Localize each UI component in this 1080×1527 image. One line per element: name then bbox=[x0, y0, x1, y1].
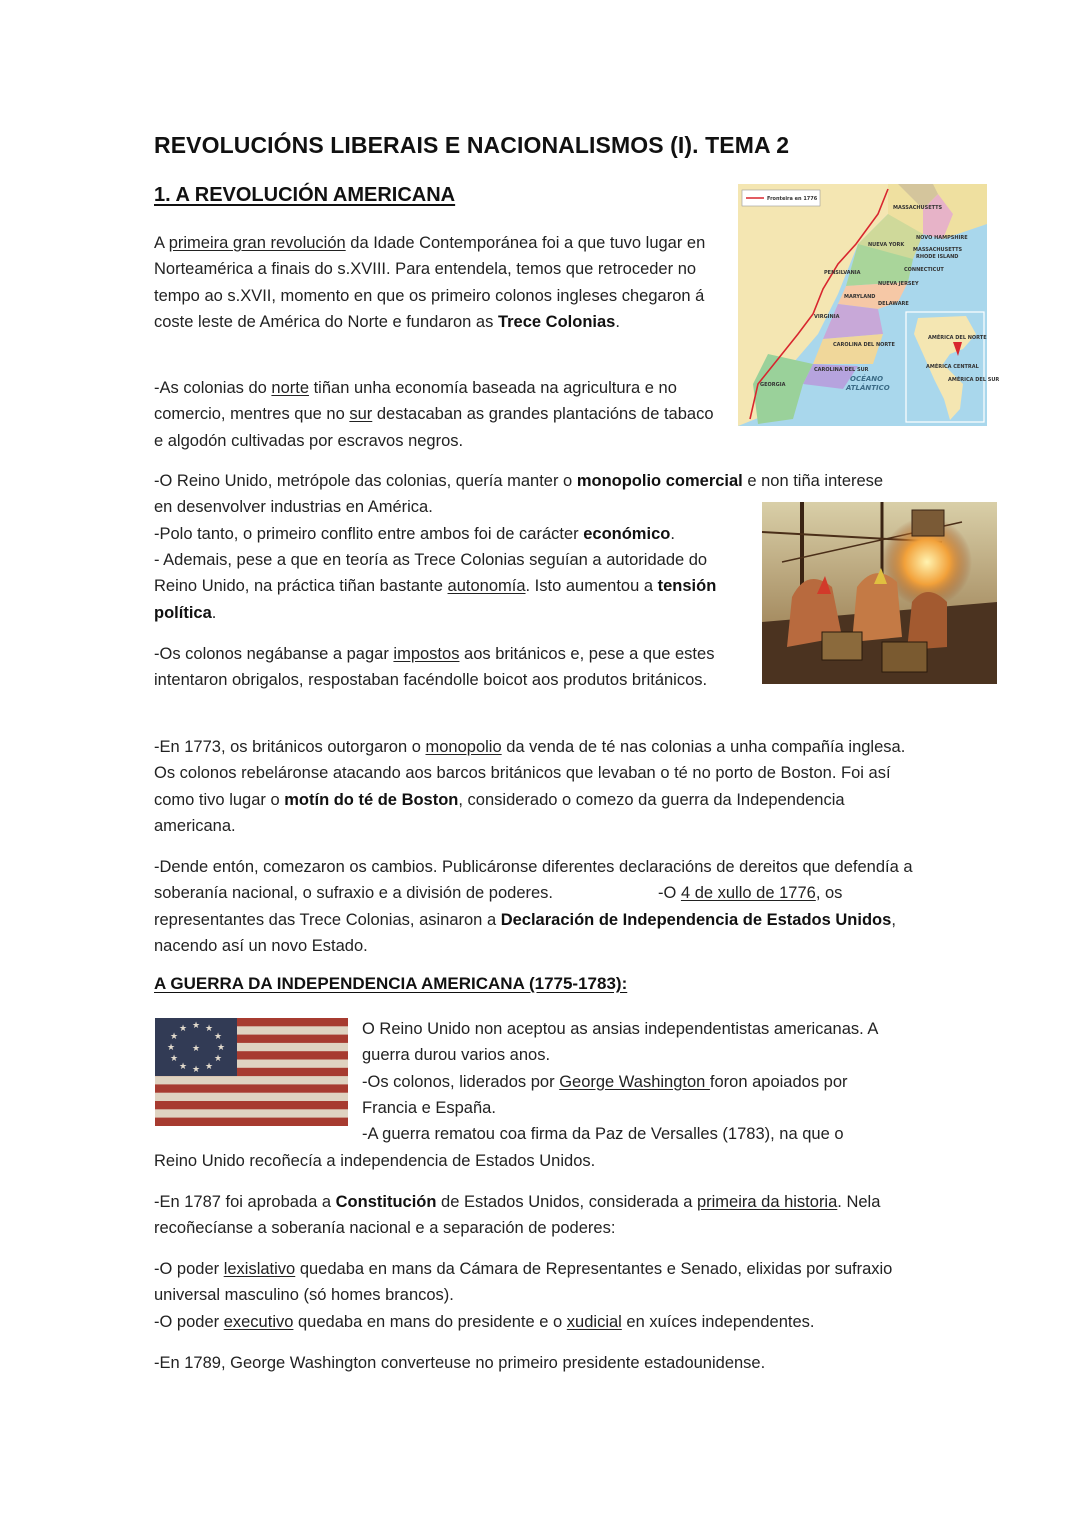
inset-label-north: AMÉRICA DEL NORTE bbox=[928, 335, 987, 341]
map-label-massachusetts: MASSACHUSETTS bbox=[893, 205, 943, 211]
map-label-virginia: VIRGINIA bbox=[814, 314, 840, 320]
paragraph-economic: -Polo tanto, o primeiro conflito entre ambos foi de carácter económico. bbox=[154, 525, 675, 543]
map-label-maryland: MARYLAND bbox=[844, 294, 876, 300]
inset-label-south: AMÉRICA DEL SUR bbox=[948, 377, 1000, 383]
map-label-novo-hampshire: NOVO HAMPSHIRE bbox=[916, 235, 968, 241]
map-label-delaware: DELAWARE bbox=[878, 301, 909, 307]
svg-text:★: ★ bbox=[191, 1044, 201, 1054]
map-legend: Fronteira en 1776 bbox=[767, 196, 818, 202]
paragraph-constitution: -En 1787 foi aprobada a Constitución de Estados Unidos, considerada a primeira da historia. Nela recoñecíanse a soberanía nacional e a separación de poderes: bbox=[154, 1193, 881, 1238]
map-label-atlantico: ATLÁNTICO bbox=[846, 384, 890, 392]
svg-text:★: ★ bbox=[169, 1054, 179, 1064]
map-label-massachusetts-2: MASSACHUSETTS bbox=[913, 247, 963, 253]
paragraph-declaration: -Dende entón, comezaron os cambios. Publicáronse diferentes declaracións de dereitos que defendía a soberanía nacional, o sufraxio e a división de poderes. -O 4 de xullo de 1776, os representantes das Trece Colonias, asinaron a Declaración de Independencia de Estados Unidos, nacendo así un novo Estado. bbox=[154, 858, 913, 955]
svg-text:★: ★ bbox=[178, 1024, 188, 1034]
paragraph-tea-party: -En 1773, os británicos outorgaron o monopolio da venda de té nas colonias a unha compañía inglesa. Os colonos rebeláronse atacando aos barcos británicos que levaban o té no porto de Boston. Foi así como tivo lugar o motín do té de Boston, considerado o comezo da guerra da Independencia americana. bbox=[154, 738, 906, 835]
svg-text:★: ★ bbox=[213, 1054, 223, 1064]
paragraph-taxes: -Os colonos negábanse a pagar impostos aos británicos e, pese a que estes intentaron obrigalos, respostaban facéndolle boicot aos produtos británicos. bbox=[154, 645, 715, 690]
svg-text:★: ★ bbox=[166, 1043, 176, 1053]
svg-text:★: ★ bbox=[191, 1021, 201, 1031]
betsy-ross-flag-image bbox=[155, 1018, 348, 1126]
page-title: REVOLUCIÓNS LIBERAIS E NACIONALISMOS (I). TEMA 2 bbox=[154, 132, 790, 158]
paragraph-monopoly-line: -O Reino Unido, metrópole das colonias, quería manter o monopolio comercial e non tiña interese en desenvolver industrias en América. bbox=[154, 472, 884, 517]
paragraph-war-end: Reino Unido recoñecía a independencia de Estados Unidos. bbox=[154, 1152, 596, 1170]
paragraph-north-south: -As colonias do norte tiñan unha economía baseada na agricultura e no comercio, mentres que no sur destacaban as grandes plantacións de tabaco e algodón cultivadas por escravos negros. bbox=[154, 379, 714, 450]
section-heading-independence-war: A GUERRA DA INDEPENDENCIA AMERICANA (1775-1783): bbox=[154, 974, 628, 993]
boston-tea-party-image bbox=[762, 502, 997, 684]
section-heading-american-revolution: 1. A REVOLUCIÓN AMERICANA bbox=[154, 184, 456, 206]
paragraph-first-president: -En 1789, George Washington converteuse no primeiro presidente estadounidense. bbox=[154, 1354, 766, 1372]
svg-text:★: ★ bbox=[169, 1032, 179, 1042]
thirteen-colonies-map bbox=[738, 184, 1000, 426]
map-label-connecticut: CONNECTICUT bbox=[904, 267, 944, 273]
map-label-carolina-norte: CAROLINA DEL NORTE bbox=[833, 342, 895, 348]
svg-text:★: ★ bbox=[204, 1062, 214, 1072]
svg-text:★: ★ bbox=[191, 1065, 201, 1075]
map-label-oceano: OCÉANO bbox=[850, 375, 884, 383]
paragraph-war-right: O Reino Unido non aceptou as ansias independentistas americanas. A guerra durou varios anos. -Os colonos, liderados por George Washington foron apoiados por Francia e España. -A guerra rematou coa firma da Paz de Versalles (1783), na que o bbox=[362, 1020, 879, 1144]
map-label-georgia: GEORGIA bbox=[760, 382, 786, 388]
svg-text:★: ★ bbox=[213, 1032, 223, 1042]
inset-label-central: AMÉRICA CENTRAL bbox=[926, 364, 979, 370]
map-label-pensilvania: PENSILVANIA bbox=[824, 270, 861, 276]
paragraph-intro: A primeira gran revolución da Idade Contemporánea foi a que tuvo lugar en Norteamérica a finais do s.XVIII. Para entendela, temos que retroceder no tempo ao s.XVII, momento en que os primeiro colonos ingleses chegaron á coste leste de América do Norte e fundaron as Trece Colonias. bbox=[154, 234, 706, 331]
map-label-nueva-jersey: NUEVA JERSEY bbox=[878, 281, 919, 287]
svg-text:★: ★ bbox=[216, 1043, 226, 1053]
paragraph-autonomy: - Ademais, pese a que en teoría as Trece Colonias seguían a autoridade do Reino Unido, na práctica tiñan bastante autonomía. Isto aumentou a tensión política. bbox=[154, 551, 717, 622]
paragraph-legislative: -O poder lexislativo quedaba en mans da Cámara de Representantes e Senado, elixidas por sufraxio universal masculino (só homes brancos). bbox=[154, 1260, 893, 1305]
map-label-carolina-sur: CAROLINA DEL SUR bbox=[814, 367, 869, 373]
svg-text:★: ★ bbox=[204, 1024, 214, 1034]
map-label-rhode-island: RHODE ISLAND bbox=[916, 254, 959, 260]
map-label-nueva-york: NUEVA YORK bbox=[868, 242, 905, 248]
svg-text:★: ★ bbox=[178, 1062, 188, 1072]
paragraph-executive-judicial: -O poder executivo quedaba en mans do presidente e o xudicial en xuíces independentes. bbox=[154, 1313, 815, 1331]
